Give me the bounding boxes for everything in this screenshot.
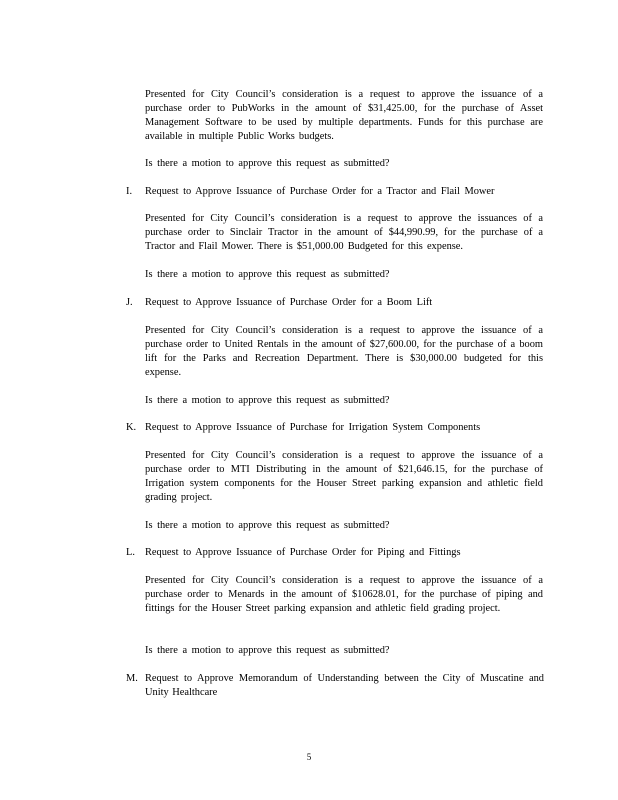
item-i-paragraph: Presented for City Council’s consideration is a request to approve the issuances of a purchase order to Sinclair Tractor in the amount of $44,990.99, for the purchase of a Tractor and Flail Mower. There is $51,000.00 Budgeted for this expense. <box>145 213 543 252</box>
item-j-motion: Is there a motion to approve this request as submitted? <box>145 395 390 406</box>
item-letter: I. <box>126 186 133 197</box>
intro-motion: Is there a motion to approve this request as submitted? <box>145 158 390 169</box>
item-letter: L. <box>126 547 135 558</box>
item-title: Request to Approve Issuance of Purchase Order for Piping and Fittings <box>145 547 461 558</box>
item-k-motion: Is there a motion to approve this request as submitted? <box>145 520 390 531</box>
item-letter: M. <box>126 673 138 684</box>
page-number: 5 <box>306 752 312 762</box>
item-j-paragraph: Presented for City Council’s consideration is a request to approve the issuance of a purchase order to United Rentals in the amount of $27,600.00, for the purchase of a boom lift for the Parks and Recreation Department. There is $30,000.00 budgeted for this expense. <box>145 325 543 378</box>
item-title: Request to Approve Issuance of Purchase Order for a Tractor and Flail Mower <box>145 186 495 197</box>
item-title: Request to Approve Issuance of Purchase for Irrigation System Components <box>145 422 481 433</box>
item-letter: K. <box>126 422 137 433</box>
intro-paragraph: Presented for City Council’s consideration is a request to approve the issuance of a purchase order to PubWorks in the amount of $31,425.00, for the purchase of Asset Management Software to be used by multiple departments. Funds for this purchase are available in multiple Public Works budgets. <box>145 89 543 142</box>
item-letter: J. <box>126 297 133 308</box>
item-l-motion: Is there a motion to approve this request as submitted? <box>145 645 390 656</box>
item-k-paragraph: Presented for City Council’s consideration is a request to approve the issuance of a purchase order to MTI Distributing in the amount of $21,646.15, for the purchase of Irrigation system components for the Houser Street parking expansion and athletic field grading project. <box>145 450 543 503</box>
item-title: Request to Approve Issuance of Purchase Order for a Boom Lift <box>145 297 433 308</box>
item-title: Request to Approve Memorandum of Understanding between the City of Muscatine and Unity Healthcare <box>145 673 544 698</box>
item-i-motion: Is there a motion to approve this request as submitted? <box>145 269 390 280</box>
item-l-paragraph: Presented for City Council’s consideration is a request to approve the issuance of a purchase order to Menards in the amount of $10628.01, for the purchase of piping and fittings for the Houser Street parking expansion and athletic field grading project. <box>145 575 543 614</box>
